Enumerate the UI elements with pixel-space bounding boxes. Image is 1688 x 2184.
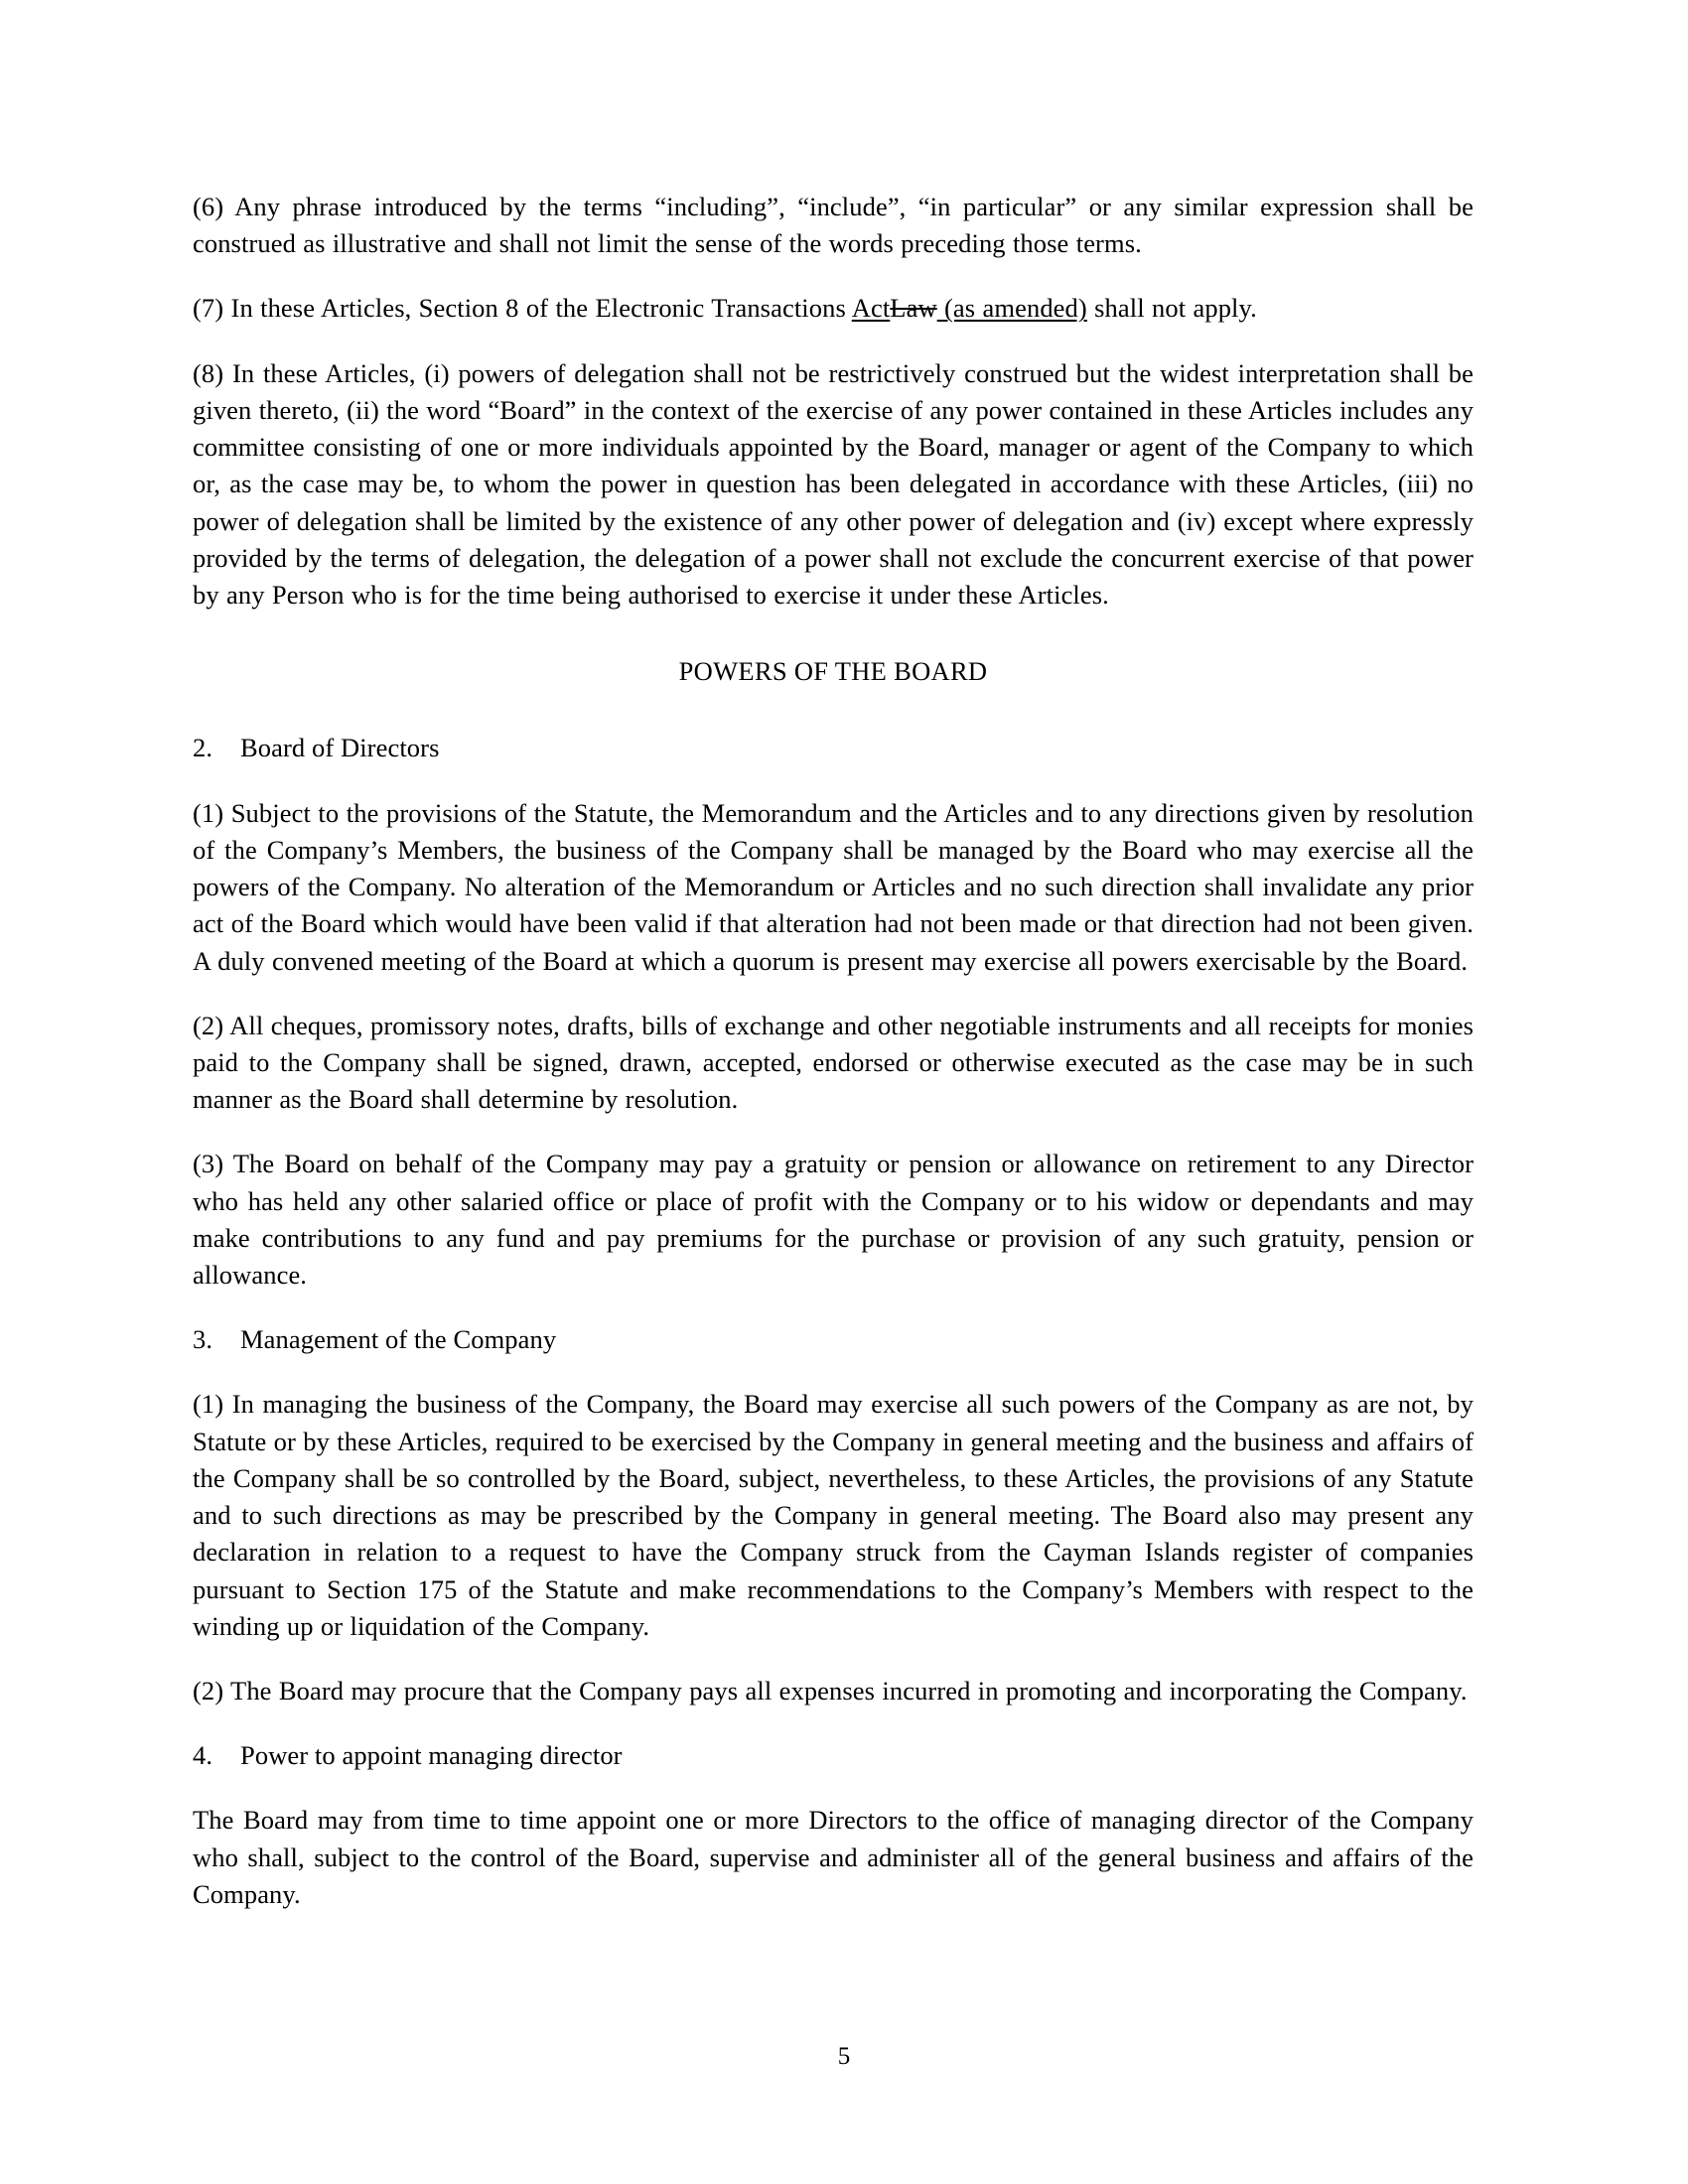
- section-2-title: Board of Directors: [240, 733, 440, 763]
- clause-1-7-text-before: (7) In these Articles, Section 8 of the Electronic Transactions: [193, 293, 852, 324]
- heading-powers-of-the-board: POWERS OF THE BOARD: [678, 656, 988, 687]
- section-3-title: Management of the Company: [240, 1324, 557, 1355]
- section-3-number: 3.: [193, 1324, 213, 1355]
- clause-2-2-paragraph: (2) All cheques, promissory notes, drafts, bills of exchange and other negotiable instruments and all receipts for monies paid to the Company shall be signed, drawn, accepted, endorsed or otherwise executed as the case may be in such manner as the Board shall determine by resolution.: [193, 1010, 1474, 1115]
- clause-4-body-paragraph: The Board may from time to time appoint one or more Directors to the office of managing director of the Company who shall, subject to the control of the Board, supervise and administer all of the general business and affairs of the Company.: [193, 1805, 1474, 1909]
- clause-3-1-paragraph: (1) In managing the business of the Company, the Board may exercise all such powers of the Company as are not, by Statute or by these Articles, required to be exercised by the Company in general meeting and the business and affairs of the Company shall be so controlled by the Board, subject, nevertheless, to these Articles, the provisions of any Statute and to such directions as may be prescribed by the Company in general meeting. The Board also may present any declaration in relation to a request to have the Company struck from the Cayman Islands register of companies pursuant to Section 175 of the Statute and make recommendations to the Company’s Members with respect to the winding up or liquidation of the Company.: [193, 1389, 1474, 1641]
- section-4-title: Power to appoint managing director: [240, 1740, 623, 1771]
- page-number: 5: [837, 2043, 851, 2070]
- redline-insertion-act: Act: [851, 293, 891, 324]
- section-4-number: 4.: [193, 1740, 213, 1771]
- section-3-heading: [193, 1321, 1474, 1358]
- section-4-heading: [193, 1737, 1474, 1774]
- clause-1-7-paragraph: [193, 290, 1474, 327]
- redline-deletion-law: Law: [890, 293, 937, 324]
- clause-3-2-paragraph: (2) The Board may procure that the Company pays all expenses incurred in promoting and incorporating the Company.: [193, 1676, 1468, 1706]
- clause-2-1-paragraph: (1) Subject to the provisions of the Statute, the Memorandum and the Articles and to any directions given by resolution of the Company’s Members, the business of the Company shall be managed by the Board who may exercise all the powers of the Company. No alteration of the Memorandum or Articles and no such direction shall invalidate any prior act of the Board which would have been valid if that alteration had not been made or that direction had not been given. A duly convened meeting of the Board at which a quorum is present may exercise all powers exercisable by the Board.: [193, 797, 1474, 976]
- document-body: [193, 189, 1474, 1913]
- redline-insertion-as-amended: (as amended): [936, 293, 1087, 324]
- clause-2-3-paragraph: (3) The Board on behalf of the Company may pay a gratuity or pension or allowance on retirement to any Director who has held any other salaried office or place of profit with the Company or to his widow or dependants and may make contributions to any fund and pay premiums for the purchase or provision of any such gratuity, pension or allowance.: [193, 1149, 1474, 1291]
- section-2-number: 2.: [193, 733, 213, 763]
- clause-1-6-paragraph: (6) Any phrase introduced by the terms “including”, “include”, “in particular” or any similar expression shall be construed as illustrative and shall not limit the sense of the words preceding those terms.: [193, 192, 1474, 259]
- clause-1-7-text-after: shall not apply.: [1086, 293, 1257, 324]
- clause-1-8-paragraph: (8) In these Articles, (i) powers of delegation shall not be restrictively construed but the widest interpretation shall be given thereto, (ii) the word “Board” in the context of the exercise of any power contained in these Articles includes any committee consisting of one or more individuals appointed by the Board, manager or agent of the Company to which or, as the case may be, to whom the power in question has been delegated in accordance with these Articles, (iii) no power of delegation shall be limited by the existence of any other power of delegation and (iv) except where expressly provided by the terms of delegation, the delegation of a power shall not exclude the concurrent exercise of that power by any Person who is for the time being authorised to exercise it under these Articles.: [193, 357, 1474, 610]
- section-2-heading: [193, 730, 1474, 766]
